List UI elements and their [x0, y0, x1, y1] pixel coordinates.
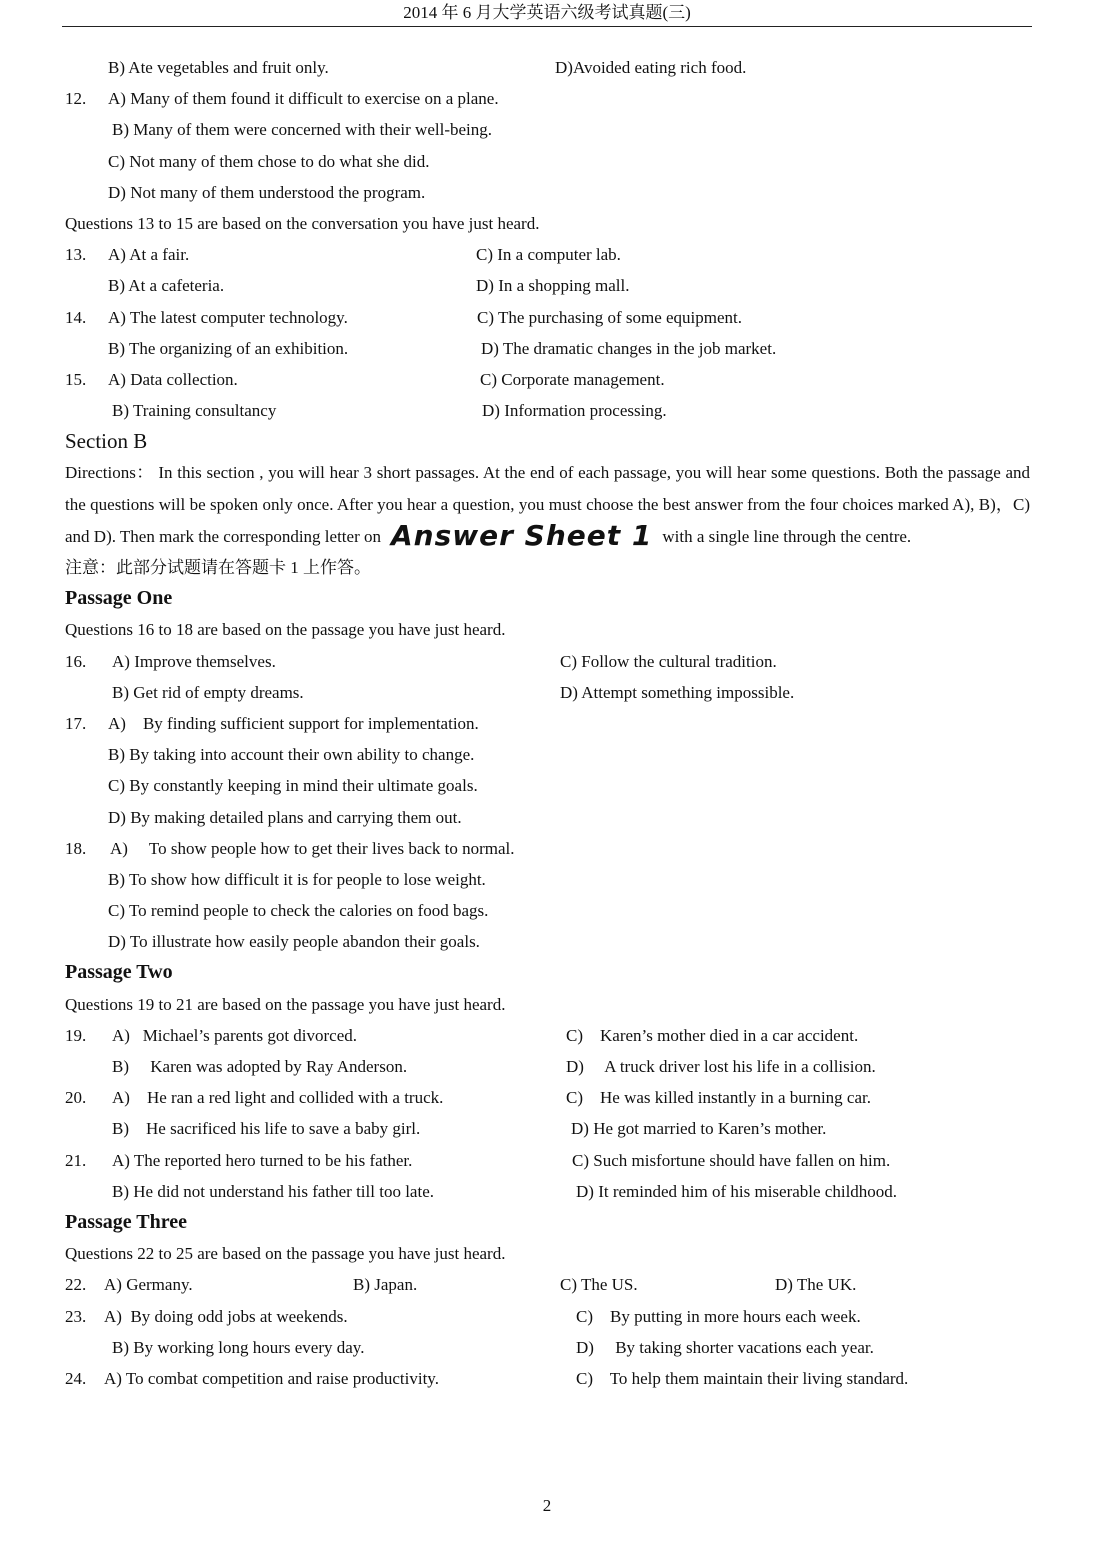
q18-number: 18. — [65, 838, 87, 858]
q19-number: 19. — [65, 1025, 87, 1045]
question-11-row-2 — [0, 52, 1108, 83]
q18-option-b: B) To show how difficult it is for people to lose weight. — [108, 869, 486, 889]
question-16-row-1 — [0, 646, 1108, 677]
question-12-row-4 — [0, 177, 1108, 208]
question-21-row-2 — [0, 1176, 1108, 1207]
question-24-row-1 — [0, 1363, 1108, 1394]
q12-number: 12. — [65, 89, 87, 109]
q23-option-c: C) By putting in more hours each week. — [576, 1306, 861, 1326]
q23-number: 23. — [65, 1306, 87, 1326]
question-23-row-1 — [0, 1301, 1108, 1332]
intro-13-15-text: Questions 13 to 15 are based on the conversation you have just heard. — [65, 213, 540, 233]
question-15-row-2 — [0, 395, 1108, 426]
section-b-directions — [65, 457, 1030, 552]
section-b-title: Section B — [65, 429, 148, 454]
q22-option-c: C) The US. — [560, 1275, 638, 1295]
question-19-row-1 — [0, 1020, 1108, 1051]
q15-option-b: B) Training consultancy — [112, 401, 277, 421]
question-20-row-2 — [0, 1113, 1108, 1144]
passage-two-title: Passage Two — [65, 961, 173, 984]
q12-option-c: C) Not many of them chose to do what she did. — [108, 151, 430, 171]
q22-option-d: D) The UK. — [775, 1275, 857, 1295]
question-14-row-1 — [0, 302, 1108, 333]
section-b-heading — [0, 426, 1108, 457]
q19-option-a: A) Michael’s parents got divorced. — [112, 1025, 358, 1045]
q19-option-b: B) Karen was adopted by Ray Anderson. — [112, 1057, 408, 1077]
q23-option-b: B) By working long hours every day. — [112, 1337, 365, 1357]
section-b-note-text: 注意：此部分试题请在答题卡 1 上作答。 — [65, 558, 371, 578]
q15-number: 15. — [65, 369, 87, 389]
q23-option-a: A) By doing odd jobs at weekends. — [104, 1306, 348, 1326]
q23-option-d: D) By taking shorter vacations each year. — [576, 1337, 874, 1357]
question-12-row-2 — [0, 114, 1108, 145]
q20-option-b: B) He sacrificed his life to save a baby girl. — [112, 1119, 421, 1139]
q20-number: 20. — [65, 1088, 87, 1108]
question-12-row-3 — [0, 146, 1108, 177]
q19-option-d: D) A truck driver lost his life in a collision. — [566, 1057, 876, 1077]
q16-option-d: D) Attempt something impossible. — [560, 682, 795, 702]
q15-option-a: A) Data collection. — [108, 369, 238, 389]
q21-option-a: A) The reported hero turned to be his father. — [112, 1150, 413, 1170]
header-rule — [62, 26, 1032, 27]
question-13-row-1 — [0, 239, 1108, 270]
passage-one-intro-text: Questions 16 to 18 are based on the passage you have just heard. — [65, 620, 506, 640]
exam-content — [0, 52, 1108, 1394]
q14-option-a: A) The latest computer technology. — [108, 307, 348, 327]
question-18-row-2 — [0, 864, 1108, 895]
q17-option-c: C) By constantly keeping in mind their ultimate goals. — [108, 776, 478, 796]
q24-option-c: C) To help them maintain their living standard. — [576, 1368, 909, 1388]
question-18-row-4 — [0, 926, 1108, 957]
directions-text: Directions： In this section , you will hear 3 short passages. At the end of each passage, you will hear some questions. Both the passage and the questions will be spoken only once. After you hear a question, you must choose the best answer from the four choices marked A), B)，C) and D). Then mark the corresponding letter on — [65, 463, 1030, 546]
q13-option-a: A) At a fair. — [108, 245, 190, 265]
q14-option-c: C) The purchasing of some equipment. — [477, 307, 743, 327]
question-18-row-1 — [0, 833, 1108, 864]
q17-option-d: D) By making detailed plans and carrying them out. — [108, 807, 462, 827]
q12-option-a: A) Many of them found it difficult to exercise on a plane. — [108, 89, 499, 109]
q15-option-c: C) Corporate management. — [480, 369, 665, 389]
q13-option-c: C) In a computer lab. — [476, 245, 621, 265]
q21-option-d: D) It reminded him of his miserable childhood. — [576, 1181, 898, 1201]
q24-number: 24. — [65, 1368, 87, 1388]
passage-three-intro — [0, 1238, 1108, 1269]
question-12-row-1 — [0, 83, 1108, 114]
question-18-row-3 — [0, 895, 1108, 926]
q13-number: 13. — [65, 245, 87, 265]
passage-two-intro-text: Questions 19 to 21 are based on the passage you have just heard. — [65, 994, 506, 1014]
q18-option-d: D) To illustrate how easily people abandon their goals. — [108, 932, 480, 952]
q17-number: 17. — [65, 713, 87, 733]
q17-option-a: A) By finding sufficient support for implementation. — [108, 713, 479, 733]
q13-option-b: B) At a cafeteria. — [108, 276, 225, 296]
q14-number: 14. — [65, 307, 87, 327]
question-17-row-3 — [0, 770, 1108, 801]
question-17-row-4 — [0, 802, 1108, 833]
q16-number: 16. — [65, 651, 87, 671]
q18-option-a: A) To show people how to get their lives back to normal. — [110, 838, 515, 858]
passage-one-intro — [0, 614, 1108, 645]
page-header: 2014 年 6 月大学英语六级考试真题(三) — [403, 3, 691, 22]
q21-number: 21. — [65, 1150, 87, 1170]
question-19-row-2 — [0, 1051, 1108, 1082]
q11-option-b: B) Ate vegetables and fruit only. — [108, 58, 329, 77]
passage-three-intro-text: Questions 22 to 25 are based on the passage you have just heard. — [65, 1244, 506, 1264]
passage-one-heading — [0, 583, 1108, 614]
q22-option-a: A) Germany. — [104, 1275, 193, 1295]
page-number: 2 — [542, 1496, 552, 1515]
q15-option-d: D) Information processing. — [482, 401, 667, 421]
q16-option-a: A) Improve themselves. — [112, 651, 276, 671]
q14-option-b: B) The organizing of an exhibition. — [108, 338, 349, 358]
q12-option-b: B) Many of them were concerned with their well-being. — [112, 120, 493, 140]
passage-one-title: Passage One — [65, 587, 173, 610]
q16-option-c: C) Follow the cultural tradition. — [560, 651, 777, 671]
question-17-row-2 — [0, 739, 1108, 770]
q20-option-a: A) He ran a red light and collided with a truck. — [112, 1088, 444, 1108]
question-17-row-1 — [0, 708, 1108, 739]
q19-option-c: C) Karen’s mother died in a car accident. — [566, 1025, 859, 1045]
intro-13-15 — [0, 208, 1108, 239]
q22-number: 22. — [65, 1275, 87, 1295]
question-23-row-2 — [0, 1332, 1108, 1363]
passage-two-heading — [0, 957, 1108, 988]
question-16-row-2 — [0, 677, 1108, 708]
q21-option-b: B) He did not understand his father till too late. — [112, 1181, 434, 1201]
q16-option-b: B) Get rid of empty dreams. — [112, 682, 304, 702]
q24-option-a: A) To combat competition and raise productivity. — [104, 1368, 439, 1388]
q11-option-d: D)Avoided eating rich food. — [555, 58, 747, 77]
question-13-row-2 — [0, 270, 1108, 301]
q17-option-b: B) By taking into account their own ability to change. — [108, 745, 475, 765]
passage-two-intro — [0, 989, 1108, 1020]
section-b-note — [0, 552, 1108, 583]
q20-option-d: D) He got married to Karen’s mother. — [571, 1119, 827, 1139]
q14-option-d: D) The dramatic changes in the job market. — [481, 338, 777, 358]
passage-three-heading — [0, 1207, 1108, 1238]
question-14-row-2 — [0, 333, 1108, 364]
q18-option-c: C) To remind people to check the calories on food bags. — [108, 901, 489, 921]
passage-three-title: Passage Three — [65, 1210, 188, 1233]
directions-text-end: with a single line through the centre. — [662, 526, 912, 546]
q21-option-c: C) Such misfortune should have fallen on him. — [572, 1150, 891, 1170]
q22-option-b: B) Japan. — [353, 1275, 418, 1295]
q13-option-d: D) In a shopping mall. — [476, 276, 630, 296]
q20-option-c: C) He was killed instantly in a burning car. — [566, 1088, 871, 1108]
question-20-row-1 — [0, 1082, 1108, 1113]
question-22-row-1 — [0, 1269, 1108, 1300]
question-21-row-1 — [0, 1145, 1108, 1176]
answer-sheet-stamp: Answer Sheet 1 — [390, 518, 653, 552]
question-15-row-1 — [0, 364, 1108, 395]
q12-option-d: D) Not many of them understood the program. — [108, 182, 426, 202]
